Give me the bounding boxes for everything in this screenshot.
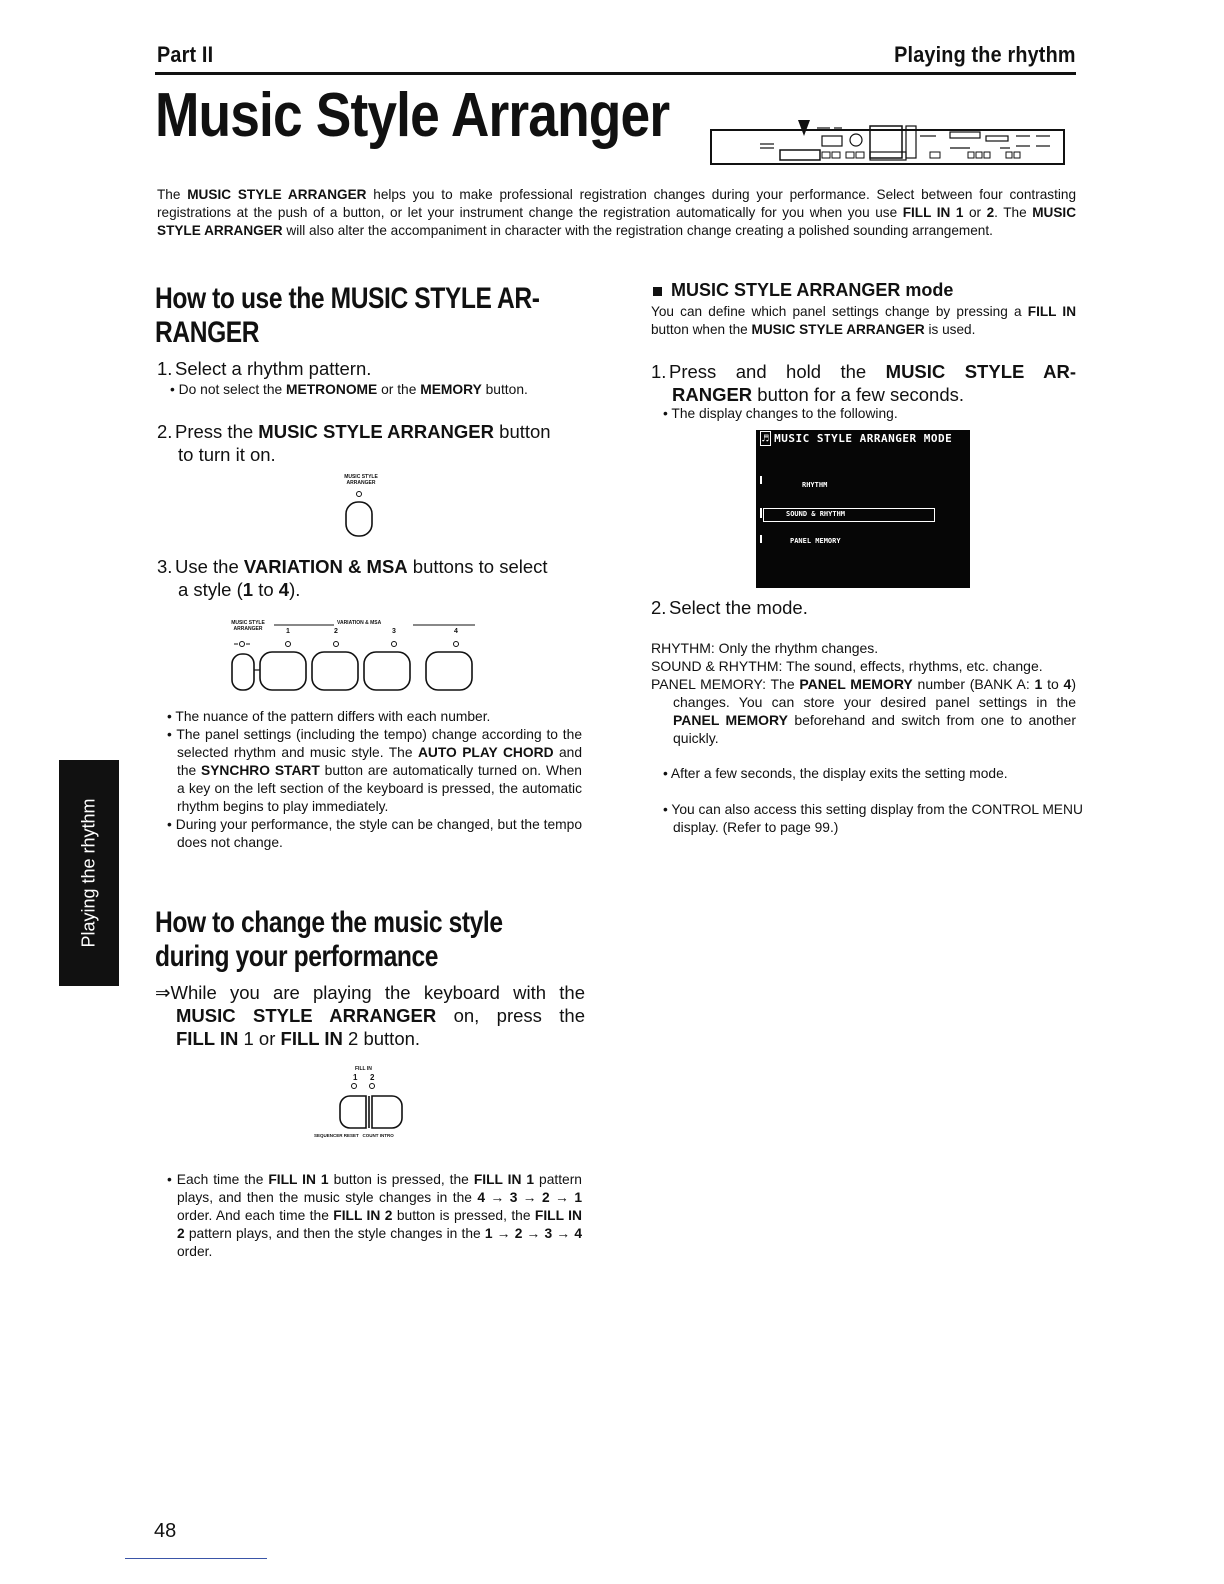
mode-step-1-note: • The display changes to the following. (663, 406, 898, 421)
mode-note-2: • You can also access this setting display from the CONTROL MENU display. (Refer to page 99.) (663, 802, 1083, 835)
lcd-title: ♬ MUSIC STYLE ARRANGER MODE (762, 432, 953, 445)
variation-msa-label: VARIATION & MSA (337, 620, 382, 626)
howto-heading: How to use the MUSIC STYLE AR- RANGER (155, 282, 540, 349)
mode-panel-memory: PANEL MEMORY: The PANEL MEMORY number (BANK A: 1 to 4) changes. You can store your desired panel settings in the PANEL MEMORY beforehand and switch from one to another quickly. (651, 676, 1076, 746)
var-msa-label: MUSIC STYLE ARRANGER (231, 620, 265, 632)
lcd-display (756, 430, 970, 588)
mode-list (651, 639, 1076, 747)
square-bullet-icon (653, 287, 662, 296)
keyboard-panel-illustration (710, 118, 1066, 166)
fill-in-sub-labels: SEQUENCER RESET COUNT INTRO (314, 1133, 394, 1138)
var-number-2: 2 (334, 628, 338, 635)
var-number-1: 1 (286, 628, 290, 635)
side-tab: Playing the rhythm (59, 760, 119, 986)
header-part: Part II (157, 42, 214, 67)
mode-note-1: • After a few seconds, the display exits the setting mode. (663, 766, 1008, 781)
mode-sound-rhythm: SOUND & RHYTHM: The sound, effects, rhythms, etc. change. (651, 658, 1043, 674)
howto-bullets (167, 708, 582, 852)
var-number-4: 4 (454, 628, 458, 635)
fill-in-number-1: 1 (353, 1073, 358, 1082)
footer-rule (125, 1558, 267, 1559)
header-rule (155, 72, 1076, 75)
lcd-option-rhythm: RHYTHM (802, 481, 828, 489)
msa-button-illustration (342, 490, 376, 540)
change-bullet (167, 1171, 582, 1261)
howto-step-3: 3. Use the VARIATION & MSA buttons to select a style (1 to 4). (157, 556, 548, 600)
page-title: Music Style Arranger (155, 81, 670, 150)
mode-heading: MUSIC STYLE ARRANGER mode (653, 280, 1078, 301)
list-item: • The nuance of the pattern differs with each number. (167, 709, 491, 724)
mode-step-1: 1. Press and hold the MUSIC STYLE AR- RANGER button for a few seconds. (651, 361, 1076, 405)
list-item: • The panel settings (including the tempo) change according to the selected rhythm and music style. The AUTO PLAY CHORD and the SYNCHRO START button are automatically turned on. When a key on the left section of the keyboard is pressed, the automatic rhythm begins to play immediately. (167, 727, 583, 814)
howto-step-1-note: • Do not select the METRONOME or the MEMORY button. (170, 382, 528, 397)
mode-rhythm: RHYTHM: Only the rhythm changes. (651, 640, 879, 656)
lcd-option-panel-memory: PANEL MEMORY (790, 537, 841, 545)
howto-step-1: 1. Select a rhythm pattern. (157, 358, 372, 379)
lcd-mode-icon: ♬ (762, 432, 770, 445)
mode-description: You can define which panel settings change by pressing a FILL IN button when the MUSIC STYLE ARRANGER is used. (651, 304, 1077, 337)
fill-in-label: FILL IN (355, 1066, 372, 1072)
fill-in-buttons-illustration (338, 1080, 404, 1130)
intro-paragraph: The MUSIC STYLE ARRANGER helps you to make professional registration changes during your performance. Select between four contrasting registrations at the push of a button, or let your instrument change the registration automatically for you when you use FILL IN 1 or 2. The MUSIC STYLE ARRANGER will also alter the accompaniment in character with the registration change creating a polished sounding arrangement. (157, 187, 1077, 238)
change-heading: How to change the music style during your performance (155, 906, 503, 973)
msa-button-label: MUSIC STYLE ARRANGER (344, 474, 378, 486)
howto-step-2: 2. Press the MUSIC STYLE ARRANGER button to turn it on. (157, 421, 551, 465)
list-item: • During your performance, the style can be changed, but the tempo does not change. (167, 817, 583, 850)
mode-step-2: 2. Select the mode. (651, 597, 808, 618)
list-item: • Each time the FILL IN 1 button is pressed, the FILL IN 1 pattern plays, and then the music style changes in the 4 → 3 → 2 → 1 order. And each time the FILL IN 2 button is pressed, the FILL IN 2 pattern plays, and then the style changes in the 1 → 2 → 3 → 4 order. (167, 1172, 582, 1259)
var-number-3: 3 (392, 628, 396, 635)
header-section: Playing the rhythm (894, 42, 1076, 67)
variation-buttons-illustration (230, 622, 485, 694)
fill-in-number-2: 2 (370, 1073, 375, 1082)
page-number: 48 (154, 1520, 177, 1542)
change-instruction: ⇒While you are playing the keyboard with the MUSIC STYLE ARRANGER on, press the FILL IN 1 or FILL IN 2 button. (155, 982, 585, 1049)
lcd-option-sound-rhythm: SOUND & RHYTHM (786, 510, 846, 518)
